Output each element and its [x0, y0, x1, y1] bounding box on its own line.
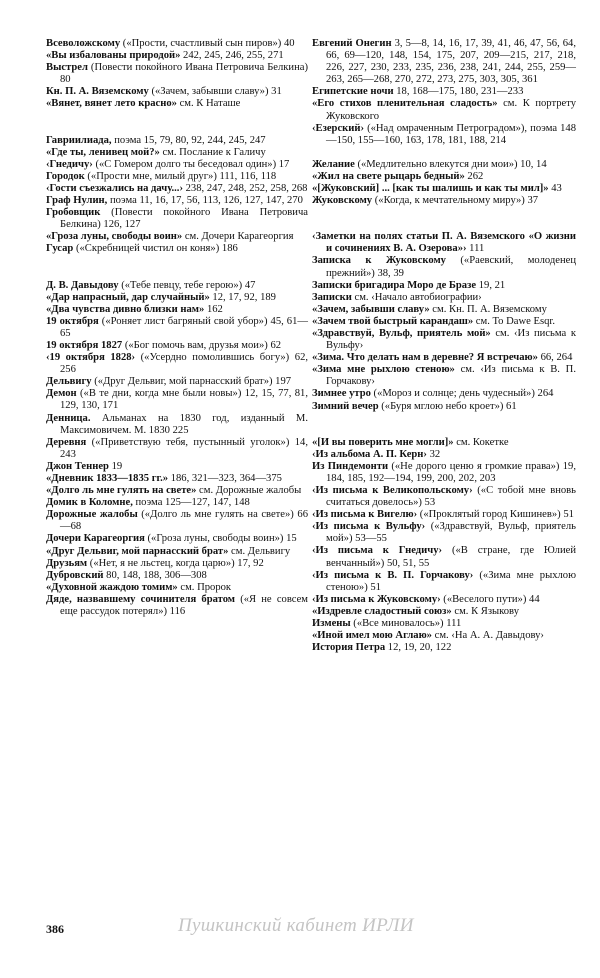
index-column-right	[312, 38, 576, 654]
index-entry	[312, 461, 576, 485]
index-entry	[46, 485, 308, 497]
entry-reference: («Не дорого ценю я громкие права») 19, 184, 185, 192—194, 199, 200, 202, 203	[326, 460, 576, 484]
section-spacer	[46, 111, 308, 135]
entry-title: «[Жуковский] ... [как ты шалишь и как ты мил]»	[312, 183, 549, 195]
entry-reference: («Буря мглою небо кроет») 61	[378, 400, 517, 412]
entry-title: Измены	[312, 618, 351, 630]
index-entry	[46, 413, 308, 437]
entry-title: Желание	[312, 158, 355, 170]
entry-reference: («Усердно помолившись богу») 62, 256	[60, 352, 309, 376]
entry-title: «Гроза луны, свободы воин»	[46, 231, 183, 243]
entry-reference: («Здравствуй, Вульф, приятель мой») 53—55	[326, 521, 576, 545]
index-entry	[46, 159, 308, 171]
entry-reference: («Долго ль мне гулять на свете») 66—68	[60, 509, 308, 533]
entry-title: «Дневник 1833—1835 гг.»	[46, 473, 169, 484]
entry-title: «Жил на свете рыцарь бедный»	[312, 170, 465, 182]
index-entry	[46, 183, 308, 195]
index-entry	[312, 195, 576, 207]
entry-title: «Здравствуй, Вульф, приятель мой»	[312, 327, 491, 339]
footer-watermark: Пушкинский кабинет ИРЛИ	[178, 915, 414, 936]
index-entry	[312, 545, 576, 569]
entry-reference: («Зима мне рыхлою стеною») 51	[326, 569, 576, 593]
entry-reference: («Скребницей чистил он коня») 186	[73, 243, 238, 255]
entry-title: «Иной имел мою Аглаю»	[312, 630, 432, 642]
index-entry	[312, 159, 576, 171]
entry-title: ‹Из альбома А. П. Керн›	[312, 448, 427, 460]
entry-reference: («Раевский, молоденец прежний») 38, 39	[326, 255, 577, 279]
entry-title: «Его стихов пленительная сладость»	[312, 98, 498, 110]
entry-title: «Долго ль мне гулять на свете»	[46, 485, 197, 497]
entry-title: Зимнее утро	[312, 388, 371, 400]
index-entry	[46, 497, 308, 509]
entry-title: ‹Из письма к Великопольскому›	[312, 485, 473, 496]
index-entry	[46, 147, 308, 159]
entry-title: Домик в Коломне,	[46, 497, 133, 509]
entry-title: Демон	[46, 388, 77, 400]
entry-reference: см. Дочери Карагеоргия	[182, 231, 294, 243]
entry-reference: («Прости, счастливый сын пиров») 40	[120, 38, 295, 49]
section-spacer	[312, 413, 576, 437]
index-entry	[46, 473, 308, 485]
index-entry	[46, 38, 308, 50]
entry-reference: («Над омраченным Петроградом»), поэма 148—150, 155—160, 163, 178, 181, 188, 214	[326, 122, 576, 146]
index-entry	[46, 135, 308, 147]
entry-reference: («Зачем, забывши славу») 31	[148, 86, 282, 98]
entry-title: «[И вы поверить мне могли]»	[312, 436, 454, 448]
entry-reference: 66, 264	[537, 352, 573, 364]
index-entry	[312, 352, 576, 364]
entry-reference: 3, 5—8, 14, 16, 17, 39, 41, 46, 47, 56, 64, 66, 69—120, 148, 154, 175, 207, 209—215, 217, 218, 226, 227, 230, 233, 235, 236, 238, 241, 244, 255, 259—263, 265—268, 270, 272, 273, 275, 303, 305, 361	[326, 38, 576, 86]
entry-title: Денница.	[46, 412, 91, 424]
index-entry	[312, 509, 576, 521]
entry-reference: («Роняет лист багряный свой убор») 45, 61—65	[60, 315, 308, 339]
entry-reference: см. ‹Начало автобиографии›	[351, 291, 482, 303]
index-entry	[312, 86, 576, 98]
index-entry	[46, 171, 308, 183]
entry-reference: («В те дни, когда мне были новы») 12, 15, 77, 81, 129, 130, 171	[60, 388, 308, 412]
index-entry	[312, 594, 576, 606]
entry-reference: см. Пророк	[177, 581, 232, 593]
index-entry	[46, 376, 308, 388]
entry-title: Городок	[46, 170, 85, 182]
entry-title: ‹Гости съезжались на дачу...›	[46, 182, 183, 194]
index-entry	[312, 255, 576, 279]
entry-title: Гробовщик	[46, 207, 101, 219]
entry-reference: («Проклятый город Кишинев») 51	[417, 509, 574, 521]
entry-reference: 32	[426, 448, 441, 460]
entry-title: Граф Нулин,	[46, 195, 108, 207]
section-spacer	[312, 147, 576, 159]
entry-reference: («Гроза луны, свободы воин») 15	[144, 533, 297, 545]
entry-reference: 12, 19, 20, 122	[385, 642, 452, 654]
entry-reference: («Прости мне, милый друг») 111, 116, 118	[84, 170, 277, 182]
entry-title: Зимний вечер	[312, 400, 379, 412]
entry-reference: («С тобой мне вновь считаться довелось») 53	[326, 485, 576, 509]
entry-reference: см. К портрету Жуковского	[326, 98, 576, 122]
index-entry	[312, 304, 576, 316]
index-entry	[312, 618, 576, 630]
entry-reference: 186, 321—323, 364—375	[168, 473, 282, 484]
entry-reference: («Медлительно влекутся дни мои») 10, 14	[354, 158, 547, 170]
entry-title: «Издревле сладостный союз»	[312, 605, 452, 617]
index-entry	[312, 437, 576, 449]
index-entry	[46, 352, 308, 376]
entry-reference: поэма 11, 16, 17, 56, 113, 126, 127, 147, 270	[107, 195, 303, 207]
index-entry	[46, 231, 308, 243]
entry-title: Записки	[312, 291, 352, 303]
entry-title: ‹Из письма к Вульфу›	[312, 521, 426, 533]
entry-title: Дубровский	[46, 569, 104, 581]
index-entry	[312, 292, 576, 304]
entry-reference: 262	[464, 170, 484, 182]
entry-reference: («С Гомером долго ты беседовал один») 17	[92, 158, 290, 170]
entry-title: Жуковскому	[312, 195, 373, 207]
entry-title: ‹Заметки на полях статьи П. А. Вяземского «О жизни и сочинениях В. А. Озерова»›	[312, 231, 576, 255]
index-entry	[46, 207, 308, 231]
entry-reference: 18, 168—175, 180, 231—233	[393, 86, 524, 98]
entry-reference: 111	[466, 243, 485, 255]
entry-title: Друзьям	[46, 557, 88, 569]
index-entry	[312, 280, 576, 292]
entry-reference: см. Дельвигу	[228, 545, 291, 557]
entry-title: Египетские ночи	[312, 86, 394, 98]
entry-title: 19 октября 1827	[46, 339, 123, 351]
index-entry	[312, 606, 576, 618]
entry-reference: 43	[548, 183, 562, 195]
entry-title: «Зима мне рыхлою стеною»	[312, 364, 455, 376]
entry-title: Д. В. Давыдову	[46, 279, 119, 291]
index-entry	[46, 340, 308, 352]
index-entry	[312, 183, 576, 195]
entry-reference: («Нет, я не льстец, когда царю») 17, 92	[87, 557, 264, 569]
entry-reference: см. ‹Из письма к В. П. Горчакову›	[326, 364, 576, 388]
index-column-left	[46, 38, 308, 618]
index-entry	[312, 98, 576, 122]
entry-title: Кн. П. А. Вяземскому	[46, 86, 149, 98]
index-entry	[312, 231, 576, 255]
entry-reference: («Друг Дельвиг, мой парнасский брат») 197	[91, 376, 292, 388]
index-entry	[312, 316, 576, 328]
entry-reference: см. Кокетке	[453, 436, 509, 448]
entry-title: «Где ты, ленивец мой?»	[46, 146, 160, 158]
entry-title: ‹Езерский›	[312, 122, 364, 134]
entry-title: «Вянет, вянет лето красно»	[46, 98, 177, 110]
index-entry	[46, 594, 308, 618]
entry-title: «Зачем, забывши славу»	[312, 303, 430, 315]
entry-reference: («В стране, где Юлией венчанный») 50, 51, 55	[326, 545, 576, 569]
entry-reference: («Бог помочь вам, друзья мои») 62	[122, 339, 282, 351]
entry-reference: 12, 17, 92, 189	[209, 291, 276, 303]
index-entry	[46, 558, 308, 570]
entry-title: Всеволожскому	[46, 38, 121, 49]
index-entry	[46, 316, 308, 340]
index-entry	[46, 86, 308, 98]
index-entry	[312, 38, 576, 86]
index-entry	[46, 98, 308, 110]
entry-reference: 19	[108, 460, 123, 472]
entry-reference: 19, 21	[476, 279, 506, 291]
index-entry	[46, 546, 308, 558]
entry-title: Гусар	[46, 243, 74, 255]
index-entry	[312, 570, 576, 594]
entry-reference: («Веселого пути») 44	[440, 593, 540, 605]
index-entry	[46, 437, 308, 461]
entry-reference: 162	[204, 303, 223, 315]
index-entry	[312, 388, 576, 400]
entry-reference: поэма 15, 79, 80, 92, 244, 245, 247	[111, 134, 266, 146]
entry-reference: Альманах на 1830 год, изданный М. Максимовичем. М. 1830 225	[60, 412, 308, 436]
entry-reference: 238, 247, 248, 252, 258, 268	[182, 182, 308, 194]
entry-title: Из Пиндемонти	[312, 460, 389, 472]
index-entry	[312, 630, 576, 642]
entry-reference: см. К Наташе	[176, 98, 241, 110]
index-entry	[46, 292, 308, 304]
entry-title: «Вы избалованы природой»	[46, 50, 181, 62]
index-entry	[46, 50, 308, 62]
entry-title: «Друг Дельвиг, мой парнасский брат»	[46, 545, 229, 557]
section-spacer	[46, 256, 308, 280]
entry-title: Деревня	[46, 436, 87, 448]
entry-reference: см. Послание к Галичу	[159, 146, 266, 158]
entry-reference: (Повести покойного Ивана Петровича Белкина) 126, 127	[60, 207, 308, 231]
entry-title: Гавриилиада,	[46, 134, 112, 146]
entry-reference: см. К Языкову	[451, 605, 519, 617]
entry-reference: см. Кн. П. А. Вяземскому	[429, 303, 547, 315]
entry-title: Записки бригадира Моро де Бразе	[312, 279, 477, 291]
entry-title: ‹Из письма к Вигелю›	[312, 509, 418, 521]
index-entry	[46, 62, 308, 86]
index-entry	[46, 304, 308, 316]
entry-title: ‹Из письма к Гнедичу›	[312, 545, 443, 557]
entry-title: ‹19 октября 1828›	[46, 352, 136, 364]
entry-reference: 242, 245, 246, 255, 271	[180, 50, 284, 62]
entry-title: «Зима. Что делать нам в деревне? Я встречаю»	[312, 352, 538, 364]
entry-title: ‹Гнедичу›	[46, 158, 93, 170]
section-spacer	[312, 207, 576, 231]
index-entry	[46, 509, 308, 533]
entry-reference: («Приветствую тебя, пустынный уголок») 14, 243	[60, 436, 308, 460]
index-entry	[46, 533, 308, 545]
index-entry	[46, 280, 308, 292]
entry-title: «Два чувства дивно близки нам»	[46, 303, 205, 315]
index-entry	[46, 195, 308, 207]
entry-title: История Петра	[312, 642, 386, 654]
index-entry	[46, 388, 308, 412]
index-entry	[46, 582, 308, 594]
index-entry	[312, 401, 576, 413]
entry-title: «Дар напрасный, дар случайный»	[46, 291, 210, 303]
entry-title: ‹Из письма к В. П. Горчакову›	[312, 569, 474, 581]
entry-reference: («Я не совсем еще рассудок потерял») 116	[60, 593, 308, 618]
entry-title: Дельвигу	[46, 376, 92, 388]
index-entry	[46, 461, 308, 473]
entry-reference: см. Дорожные жалобы	[196, 485, 302, 497]
entry-title: «Духовной жаждою томим»	[46, 581, 178, 593]
index-entry	[46, 570, 308, 582]
entry-title: Выстрел	[46, 62, 88, 74]
entry-reference: («Тебе певцу, тебе герою») 47	[118, 279, 256, 291]
entry-title: ‹Из письма к Жуковскому›	[312, 593, 441, 605]
entry-title: «Зачем твой быстрый карандаш»	[312, 315, 474, 327]
entry-reference: 80, 148, 188, 306—308	[103, 569, 207, 581]
entry-title: Дочери Карагеоргия	[46, 533, 145, 545]
entry-title: Джон Теннер	[46, 460, 109, 472]
entry-reference: («Все миновалось») 111	[350, 618, 462, 630]
index-entry	[312, 123, 576, 147]
entry-title: Дорожные жалобы	[46, 509, 138, 521]
index-entry	[312, 485, 576, 509]
index-entry	[312, 328, 576, 352]
page-number: 386	[46, 922, 64, 936]
entry-reference: («Мороз и солнце; день чудесный») 264	[370, 388, 554, 400]
entry-title: 19 октября	[46, 315, 99, 327]
entry-title: Записка к Жуковскому	[312, 255, 446, 267]
index-entry	[46, 243, 308, 255]
entry-reference: см. То Dawe Esqr.	[473, 315, 555, 327]
entry-title: Дяде, назвавшему сочинителя братом	[46, 593, 236, 605]
index-entry	[312, 521, 576, 545]
index-entry	[312, 449, 576, 461]
index-entry	[312, 642, 576, 654]
index-entry	[312, 171, 576, 183]
entry-reference: см. ‹Из письма к Вульфу›	[326, 327, 576, 352]
entry-reference: см. ‹На А. А. Давыдову›	[431, 630, 544, 642]
entry-title: Евгений Онегин	[312, 38, 392, 49]
entry-reference: (Повести покойного Ивана Петровича Белкина) 80	[60, 62, 308, 86]
entry-reference: («Когда, к мечтательному миру») 37	[372, 195, 539, 207]
entry-reference: поэма 125—127, 147, 148	[132, 497, 250, 509]
index-entry	[312, 364, 576, 388]
